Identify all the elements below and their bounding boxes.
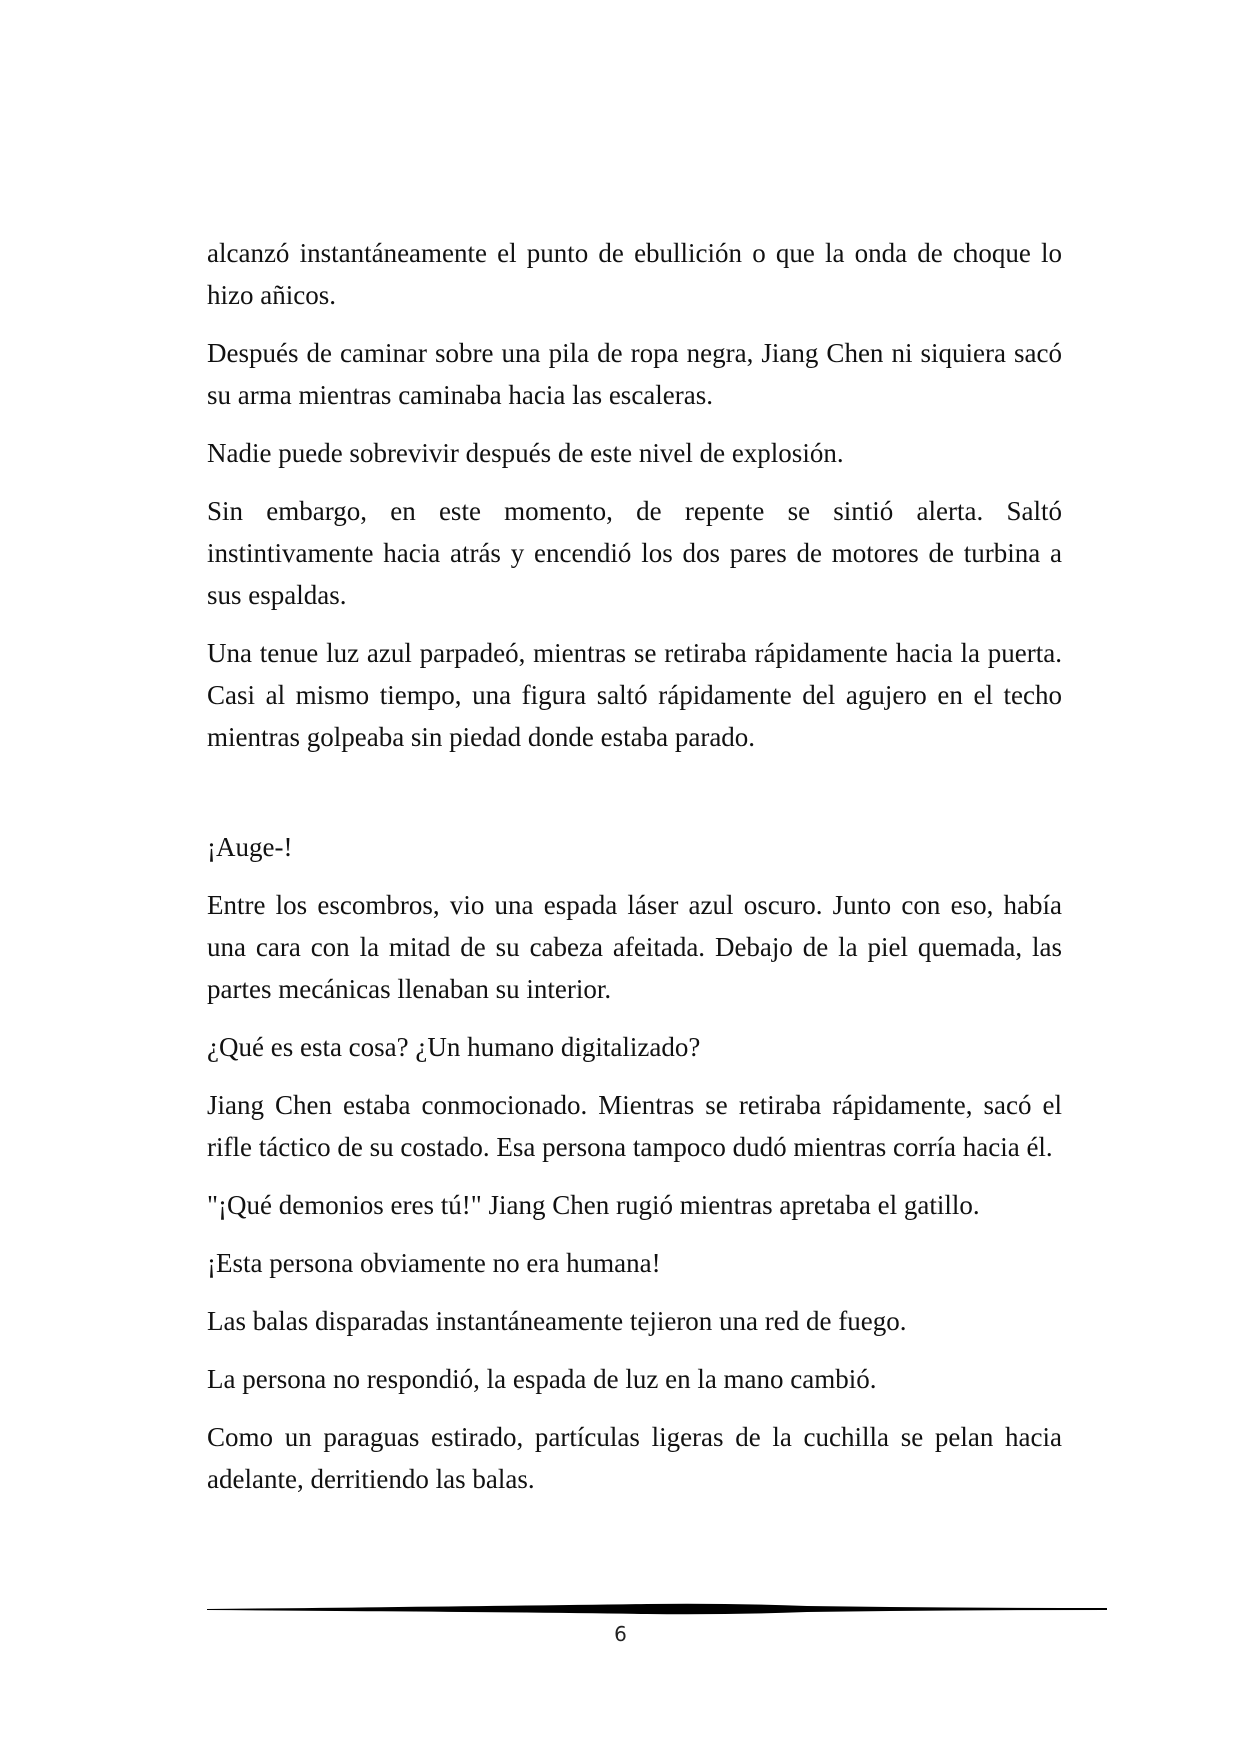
paragraph: Después de caminar sobre una pila de ropa negra, Jiang Chen ni siquiera sacó su arma mientras caminaba hacia las escaleras. [207, 338, 1062, 410]
paragraph: ¡Auge-! [207, 832, 293, 862]
paragraph: La persona no respondió, la espada de luz en la mano cambió. [207, 1364, 877, 1394]
paragraph: ¡Esta persona obviamente no era humana! [207, 1248, 661, 1278]
paragraph: Como un paraguas estirado, partículas ligeras de la cuchilla se pelan hacia adelante, derritiendo las balas. [207, 1422, 1062, 1494]
paragraph: Entre los escombros, vio una espada láser azul oscuro. Junto con eso, había una cara con la mitad de su cabeza afeitada. Debajo de la piel quemada, las partes mecánicas llenaban su interior. [207, 890, 1062, 1004]
paragraph: Nadie puede sobrevivir después de este nivel de explosión. [207, 438, 844, 468]
footer-divider [207, 1600, 1107, 1618]
paragraph: Las balas disparadas instantáneamente tejieron una red de fuego. [207, 1306, 907, 1336]
paragraph: ¿Qué es esta cosa? ¿Un humano digitalizado? [207, 1032, 701, 1062]
paragraph: Jiang Chen estaba conmocionado. Mientras se retiraba rápidamente, sacó el rifle táctico de su costado. Esa persona tampoco dudó mientras corría hacia él. [207, 1090, 1062, 1162]
page-number: 6 [614, 1622, 627, 1646]
paragraph: Una tenue luz azul parpadeó, mientras se retiraba rápidamente hacia la puerta. Casi al mismo tiempo, una figura saltó rápidamente del agujero en el techo mientras golpeaba sin piedad donde estaba parado. [207, 638, 1062, 752]
paragraph: Sin embargo, en este momento, de repente se sintió alerta. Saltó instintivamente hacia atrás y encendió los dos pares de motores de turbina a sus espaldas. [207, 496, 1062, 610]
paragraph: "¡Qué demonios eres tú!" Jiang Chen rugió mientras apretaba el gatillo. [207, 1190, 980, 1220]
body-text [207, 232, 1062, 1516]
paragraph: alcanzó instantáneamente el punto de ebullición o que la onda de choque lo hizo añicos. [207, 238, 1062, 310]
